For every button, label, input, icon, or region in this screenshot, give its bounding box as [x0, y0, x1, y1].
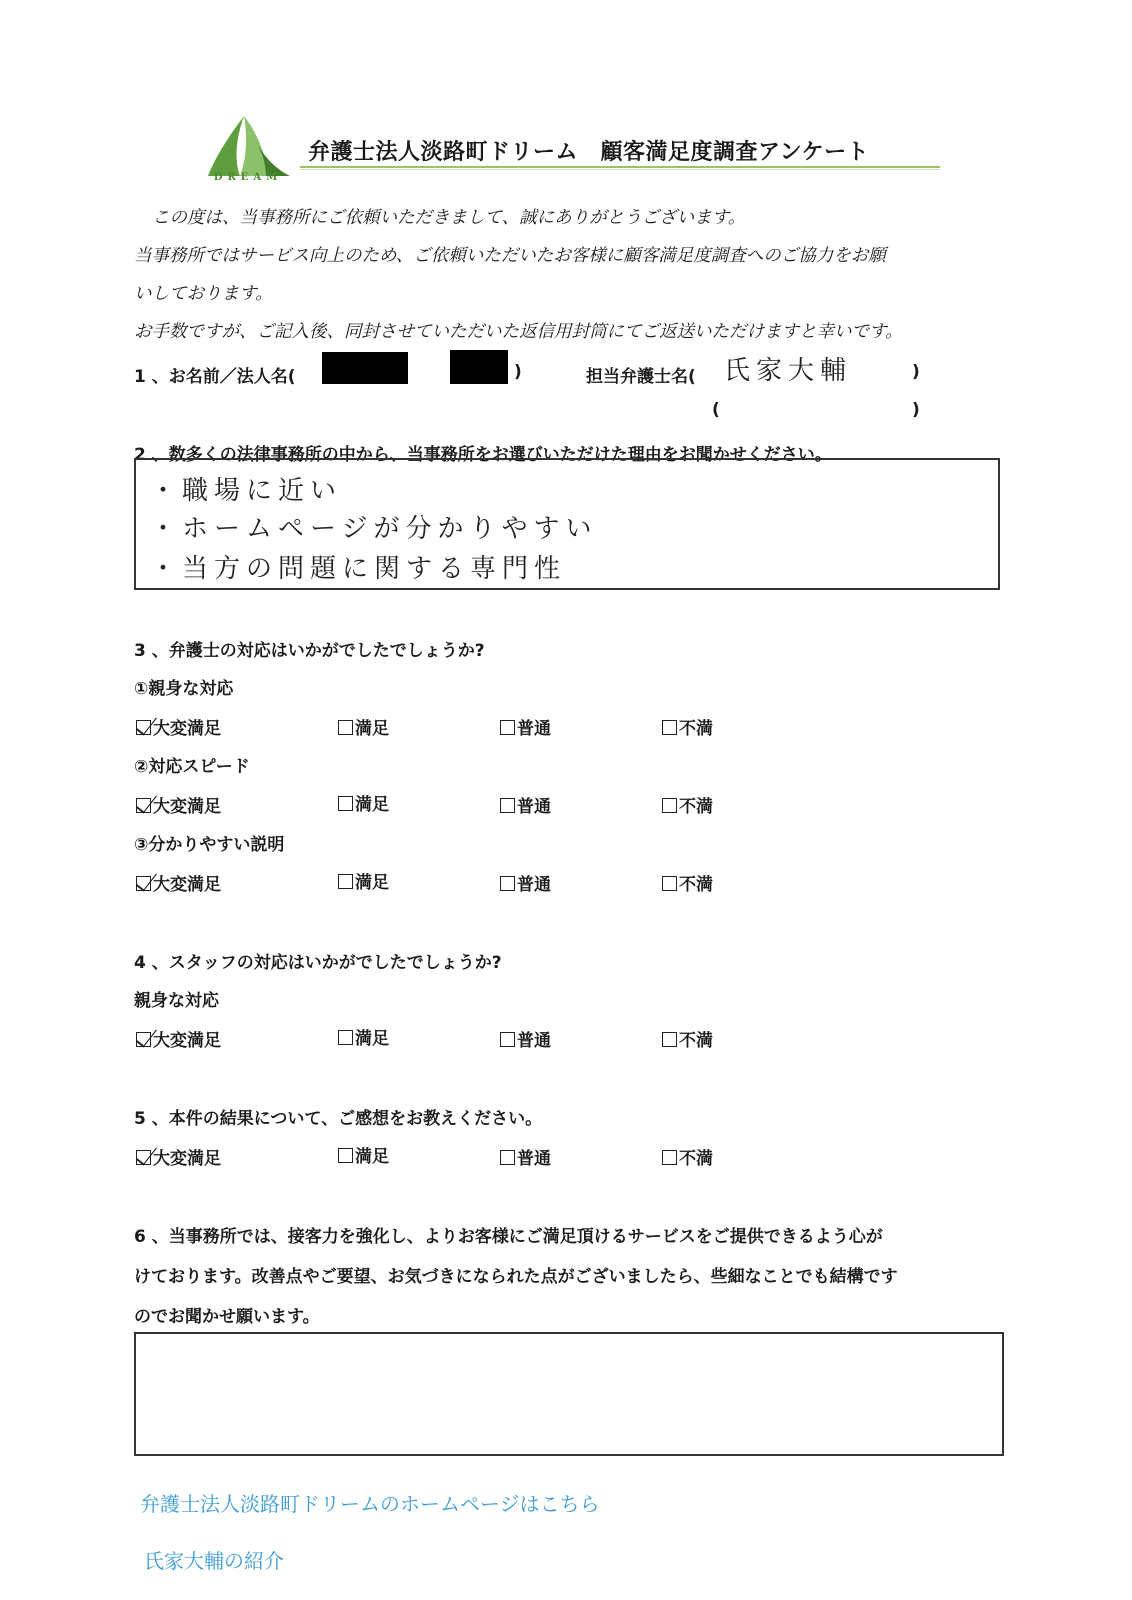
- q6-line-1: 6 、当事務所では、接客力を強化し、よりお客様にご満足頂けるサービスをご提供できるよう心が: [134, 1227, 883, 1247]
- checkbox-icon[interactable]: [500, 720, 515, 735]
- q4-option-satisfied[interactable]: 満足: [338, 1024, 389, 1049]
- q4-option-very-satisfied[interactable]: 大変満足: [136, 1026, 221, 1051]
- q1-second-close: ): [912, 400, 920, 420]
- q6-line-2: けております。改善点やご要望、お気づきになられた点がございましたら、些細なことでも結構です: [134, 1267, 898, 1287]
- checkbox-icon[interactable]: [500, 876, 515, 891]
- title-underline-light: [300, 169, 940, 170]
- redaction-block: [450, 350, 508, 384]
- q4-option-dissatisfied[interactable]: 不満: [662, 1026, 713, 1051]
- q5-option-very-satisfied[interactable]: 大変満足: [136, 1144, 221, 1169]
- q3-sub1-option-neutral[interactable]: 普通: [500, 714, 551, 739]
- checkbox-icon[interactable]: [500, 1032, 515, 1047]
- checkbox-icon[interactable]: [662, 876, 677, 891]
- q3-sub2-option-satisfied[interactable]: 満足: [338, 790, 389, 815]
- q1-second-open: (: [712, 400, 720, 420]
- intro-line-2: 当事務所ではサービス向上のため、ご依頼いただいたお客様に顧客満足度調査へのご協力をお願: [134, 246, 886, 266]
- checkbox-checked-icon[interactable]: [136, 1032, 151, 1047]
- redaction-block: [322, 352, 408, 384]
- checkbox-icon[interactable]: [338, 874, 353, 889]
- q2-answer-box[interactable]: [134, 458, 1000, 590]
- q3-sub3-option-neutral[interactable]: 普通: [500, 870, 551, 895]
- q5-option-satisfied[interactable]: 満足: [338, 1142, 389, 1167]
- q1-label: 1 、お名前／法人名(: [134, 367, 296, 387]
- q2-answer-2: ・ホームページが分かりやすい: [150, 514, 598, 544]
- checkbox-icon[interactable]: [500, 1150, 515, 1165]
- checkbox-icon[interactable]: [338, 720, 353, 735]
- q3-sub2-option-very-satisfied[interactable]: 大変満足: [136, 792, 221, 817]
- checkbox-checked-icon[interactable]: [136, 720, 151, 735]
- q3-sub1-option-dissatisfied[interactable]: 不満: [662, 714, 713, 739]
- checkbox-icon[interactable]: [338, 796, 353, 811]
- page-title: 弁護士法人淡路町ドリーム 顧客満足度調査アンケート: [308, 140, 870, 165]
- checkbox-icon[interactable]: [338, 1148, 353, 1163]
- profile-link[interactable]: 氏家大輔の紹介: [144, 1549, 284, 1573]
- checkbox-checked-icon[interactable]: [136, 876, 151, 891]
- logo-text: DREAM: [213, 172, 283, 183]
- q3-sub1-label: ①親身な対応: [134, 679, 234, 699]
- q2-answer-3: ・当方の問題に関する専門性: [150, 554, 567, 584]
- q2-label: 2 、数多くの法律事務所の中から、当事務所をお選びいただけた理由をお聞かせください。: [134, 445, 832, 465]
- intro-line-1: この度は、当事務所にご依頼いただきまして、誠にありがとうございます。: [152, 208, 746, 228]
- q4-sub1-label: 親身な対応: [134, 991, 219, 1011]
- q3-sub3-option-satisfied[interactable]: 満足: [338, 868, 389, 893]
- q6-line-3: のでお聞かせ願います。: [134, 1307, 320, 1327]
- checkbox-icon[interactable]: [662, 798, 677, 813]
- q3-sub1-option-very-satisfied[interactable]: 大変満足: [136, 714, 221, 739]
- q3-sub2-option-dissatisfied[interactable]: 不満: [662, 792, 713, 817]
- checkbox-icon[interactable]: [500, 798, 515, 813]
- q3-sub2-label: ②対応スピード: [134, 757, 250, 777]
- checkbox-icon[interactable]: [662, 720, 677, 735]
- intro-line-4: お手数ですが、ご記入後、同封させていただいた返信用封筒にてご返送いただけますと幸いです。: [134, 322, 903, 342]
- q1-lawyer-label: 担当弁護士名(: [586, 367, 696, 387]
- q2-answer-1: ・職場に近い: [150, 476, 343, 506]
- checkbox-icon[interactable]: [338, 1030, 353, 1045]
- homepage-link[interactable]: 弁護士法人淡路町ドリームのホームページはこちら: [140, 1492, 600, 1516]
- q5-option-neutral[interactable]: 普通: [500, 1144, 551, 1169]
- q4-label: 4 、スタッフの対応はいかがでしたでしょうか?: [134, 953, 502, 973]
- q3-sub3-label: ③分かりやすい説明: [134, 835, 285, 855]
- q4-option-neutral[interactable]: 普通: [500, 1026, 551, 1051]
- checkbox-checked-icon[interactable]: [136, 1150, 151, 1165]
- checkbox-icon[interactable]: [662, 1032, 677, 1047]
- q1-lawyer-close: ): [912, 362, 920, 382]
- q5-label: 5 、本件の結果について、ご感想をお教えください。: [134, 1109, 543, 1129]
- q1-name-close: ): [514, 362, 522, 382]
- checkbox-checked-icon[interactable]: [136, 798, 151, 813]
- intro-line-3: いしております。: [134, 284, 273, 304]
- q6-answer-box[interactable]: [134, 1332, 1004, 1456]
- q1-lawyer-name[interactable]: 氏家大輔: [724, 356, 853, 386]
- q3-sub3-option-dissatisfied[interactable]: 不満: [662, 870, 713, 895]
- q3-sub1-option-satisfied[interactable]: 満足: [338, 714, 389, 739]
- title-underline: [300, 166, 940, 168]
- q3-sub3-option-very-satisfied[interactable]: 大変満足: [136, 870, 221, 895]
- q3-label: 3 、弁護士の対応はいかがでしたでしょうか?: [134, 641, 485, 661]
- q5-option-dissatisfied[interactable]: 不満: [662, 1144, 713, 1169]
- checkbox-icon[interactable]: [662, 1150, 677, 1165]
- q3-sub2-option-neutral[interactable]: 普通: [500, 792, 551, 817]
